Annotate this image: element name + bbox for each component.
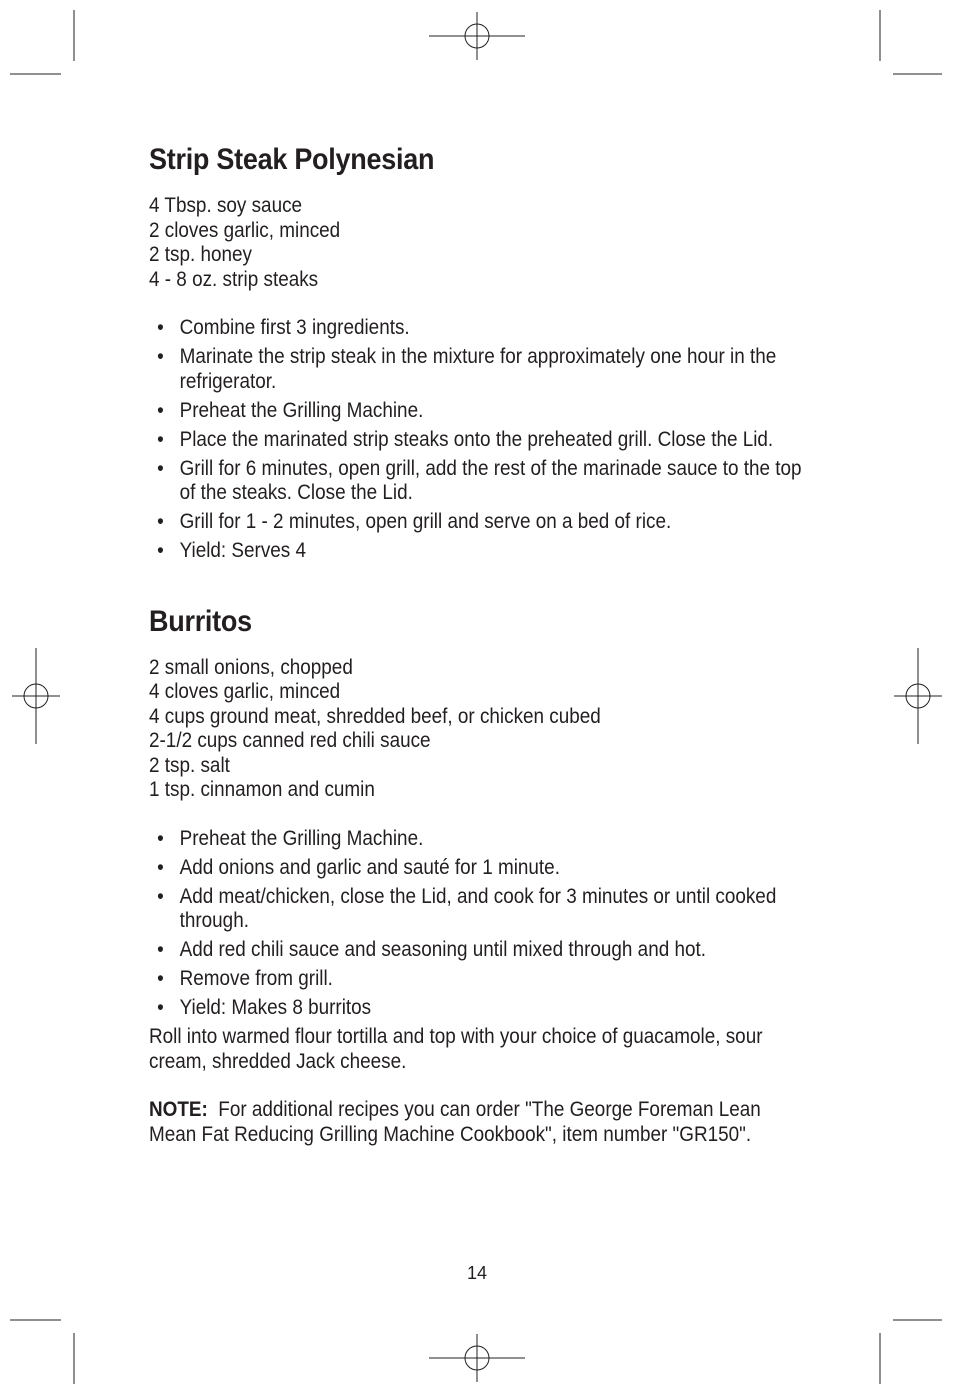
recipe-page-content	[149, 140, 802, 1147]
ingredient-item: 1 tsp. cinnamon and cumin	[149, 778, 375, 802]
instruction-item: • Preheat the Grilling Machine.	[149, 827, 809, 852]
ingredient-item: 2 small onions, chopped	[149, 655, 353, 679]
instruction-item: • Grill for 6 minutes, open grill, add the rest of the marinade sauce to the top of the steaks. Close the Lid.	[149, 457, 809, 506]
ingredient-item: 2 cloves garlic, minced	[149, 218, 341, 242]
ingredient-list	[149, 656, 809, 804]
page-number: 14	[466, 1263, 488, 1283]
serving-suggestion: Roll into warmed flour tortilla and top with your choice of guacamole, sour cream, shredded Jack cheese.	[149, 1025, 763, 1073]
ingredient-item: 4 cloves garlic, minced	[149, 680, 341, 704]
ingredient-item: 2-1/2 cups canned red chili sauce	[149, 729, 431, 753]
recipe-burritos	[149, 602, 809, 1075]
instruction-item: • Preheat the Grilling Machine.	[149, 399, 809, 424]
instruction-item: • Yield: Makes 8 burritos	[149, 996, 809, 1021]
instruction-item: • Place the marinated strip steaks onto the preheated grill. Close the Lid.	[149, 428, 809, 453]
recipe-strip-steak-polynesian	[149, 140, 809, 564]
recipe-title: Strip Steak Polynesian	[149, 143, 435, 176]
recipe-title: Burritos	[149, 604, 252, 638]
ingredient-item: 4 - 8 oz. strip steaks	[149, 267, 319, 291]
instruction-item: • Add meat/chicken, close the Lid, and cook for 3 minutes or until cooked through.	[149, 885, 809, 934]
instruction-item: • Grill for 1 - 2 minutes, open grill and serve on a bed of rice.	[149, 510, 809, 535]
instruction-item: • Yield: Serves 4	[149, 539, 809, 564]
instruction-item: • Remove from grill.	[149, 967, 809, 992]
instruction-item: • Combine first 3 ingredients.	[149, 316, 809, 341]
instruction-list	[149, 316, 809, 563]
instruction-item: • Add onions and garlic and sauté for 1 minute.	[149, 856, 809, 881]
ingredient-item: 4 cups ground meat, shredded beef, or chicken cubed	[149, 704, 601, 728]
instruction-item: • Add red chili sauce and seasoning until mixed through and hot.	[149, 938, 809, 963]
ingredient-item: 4 Tbsp. soy sauce	[149, 194, 303, 217]
cookbook-note	[149, 1098, 809, 1147]
note-text: For additional recipes you can order "The George Foreman Lean Mean Fat Reducing Grilling Machine Cookbook", item number "GR150".	[149, 1098, 761, 1146]
note-label: NOTE:	[149, 1098, 208, 1122]
ingredient-item: 2 tsp. salt	[149, 753, 230, 777]
instruction-item: • Marinate the strip steak in the mixture for approximately one hour in the refrigerator.	[149, 345, 809, 394]
ingredient-list	[149, 194, 809, 292]
ingredient-item: 2 tsp. honey	[149, 243, 252, 267]
instruction-list	[149, 827, 809, 1021]
